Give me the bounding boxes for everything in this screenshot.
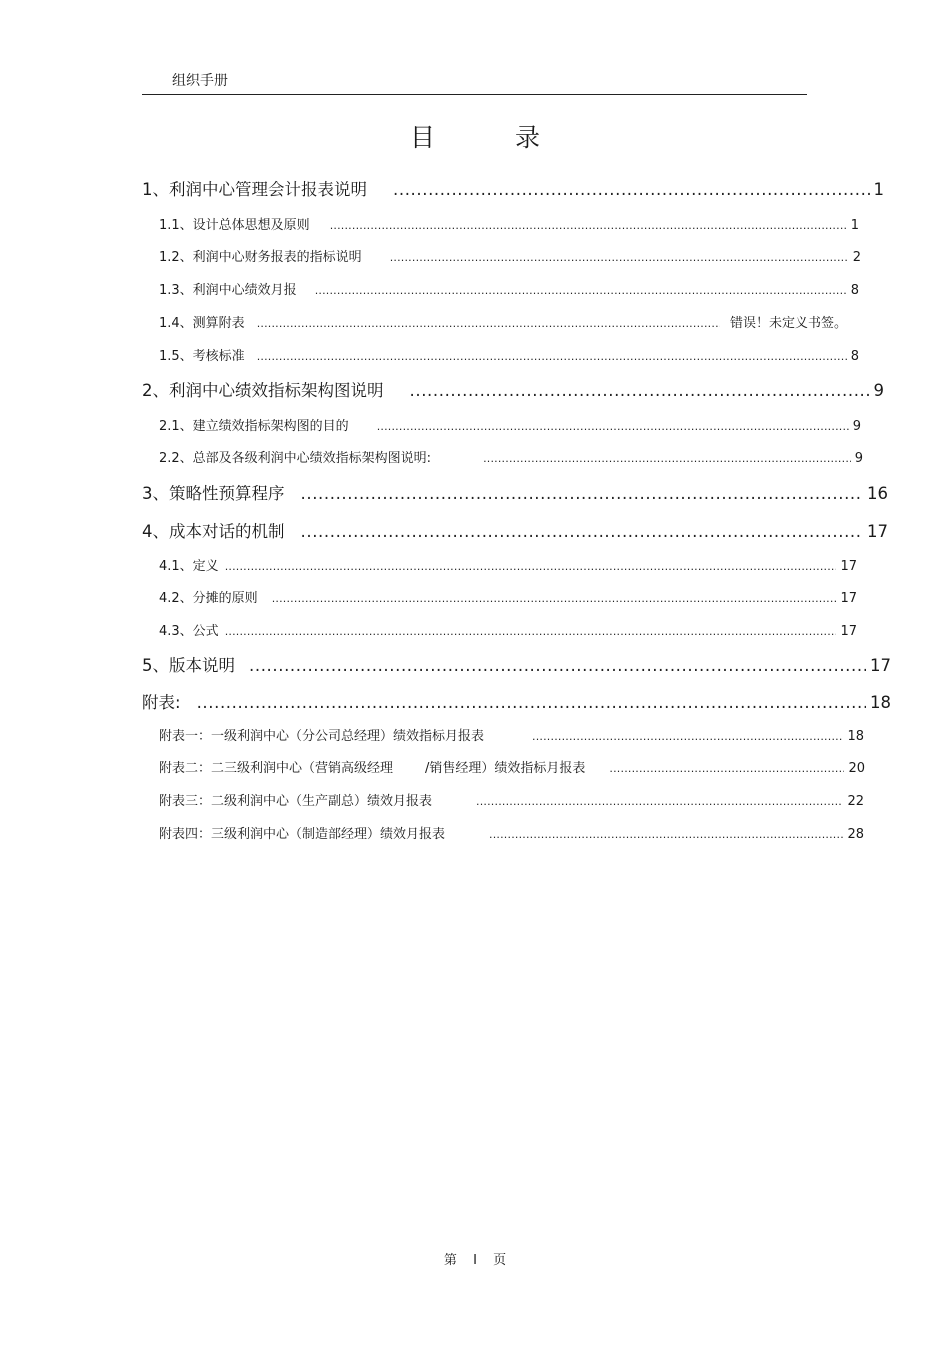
page-number: I [473,1253,477,1268]
toc-entry-label: 4、成本对话的机制 [142,522,285,541]
toc-entry-label-continued: /销售经理）绩效指标月报表 [425,761,586,776]
toc-entry-page: 1 [873,180,884,199]
toc-entry-label: 1.1、设计总体思想及原则 [159,218,310,233]
toc-entry-label: 附表二：二三级利润中心（营销高级经理 [159,761,394,776]
toc-entry-page: 17 [840,591,857,606]
toc-entry-label: 2.2、总部及各级利润中心绩效指标架构图说明: [159,451,432,466]
toc-entry-label: 附表四：三级利润中心（制造部经理）绩效月报表 [159,827,446,842]
toc-entry-label: 1.4、测算附表 [159,316,245,331]
dot-leader [410,381,870,400]
toc-entry[interactable] [142,377,884,401]
toc-entry[interactable] [142,652,891,676]
page-footer [0,1249,950,1268]
toc-entry-page: 17 [840,559,857,574]
toc-entry-label: 5、版本说明 [142,656,235,675]
toc-entry[interactable] [142,176,884,200]
toc-entry-label: 1.2、利润中心财务报表的指标说明 [159,250,362,265]
toc-entry[interactable] [159,345,859,364]
dot-leader [301,522,864,541]
toc-entry-page: 9 [854,451,863,466]
toc-entry-label: 1.5、考核标准 [159,349,245,364]
dot-leader [377,420,849,433]
toc-entry[interactable] [159,214,859,233]
toc-entry-page: 17 [840,624,857,639]
toc-entry-label: 附表三：二级利润中心（生产副总）绩效月报表 [159,794,433,809]
dot-leader [225,560,837,573]
toc-entry-label: 4.1、定义 [159,559,219,574]
toc-entry-page: 8 [850,283,859,298]
toc-entry[interactable] [159,415,861,434]
toc-entry[interactable] [159,757,865,776]
toc-entry[interactable] [159,447,863,466]
toc-entry[interactable] [159,725,864,744]
toc-entry-page: 17 [870,656,891,675]
dot-leader [257,350,847,363]
document-title: 目 录 [410,123,576,152]
page-number-prefix: 第 [443,1253,457,1268]
toc-entry-label: 附表一：一级利润中心（分公司总经理）绩效指标月报表 [159,729,485,744]
dot-leader [301,484,864,503]
toc-entry-label: 附表: [142,693,181,712]
dot-leader [609,762,844,775]
toc-entry-label: 2、利润中心绩效指标架构图说明 [142,381,384,400]
page-number-suffix: 页 [493,1253,507,1268]
dot-leader [225,625,837,638]
dot-leader [272,592,837,605]
toc-entry-label: 4.2、分摊的原则 [159,591,258,606]
toc-entry-label: 3、策略性预算程序 [142,484,285,503]
toc-entry[interactable] [159,279,859,298]
dot-leader [532,730,843,743]
dot-leader [249,656,866,675]
dot-leader [257,317,720,330]
toc-entry-page: 18 [847,729,864,744]
toc-entry[interactable] [142,518,888,542]
toc-entry-label: 1.3、利润中心绩效月报 [159,283,297,298]
toc-entry-page: 16 [867,484,888,503]
toc-entry[interactable] [159,823,864,842]
toc-entry-page: 8 [850,349,859,364]
toc-entry[interactable] [142,480,888,504]
dot-leader [390,251,849,264]
toc-entry-label: 2.1、建立绩效指标架构图的目的 [159,419,349,434]
running-header: 组织手册 [172,73,228,89]
toc-entry-page: 错误！未定义书签。 [729,316,847,331]
toc-entry-page: 17 [867,522,888,541]
dot-leader [476,795,843,808]
toc-entry-label: 4.3、公式 [159,624,219,639]
toc-entry-page: 22 [847,794,864,809]
toc-entry[interactable] [159,246,861,265]
toc-entry[interactable] [159,312,847,331]
toc-entry[interactable] [159,555,857,574]
toc-entry[interactable] [142,689,891,713]
toc-entry[interactable] [159,790,864,809]
header-rule [142,94,807,95]
toc-entry-page: 28 [847,827,864,842]
dot-leader [489,828,843,841]
dot-leader [330,219,847,232]
toc-entry-page: 9 [852,419,861,434]
toc-entry-page: 20 [848,761,865,776]
toc-entry-page: 18 [870,693,891,712]
toc-entry-page: 2 [852,250,861,265]
toc-entry[interactable] [159,587,857,606]
toc-entry[interactable] [159,620,857,639]
dot-leader [483,452,851,465]
dot-leader [197,693,866,712]
toc-entry-label: 1、利润中心管理会计报表说明 [142,180,367,199]
toc-entry-page: 1 [850,218,859,233]
dot-leader [393,180,870,199]
toc-entry-page: 9 [873,381,884,400]
dot-leader [315,284,847,297]
